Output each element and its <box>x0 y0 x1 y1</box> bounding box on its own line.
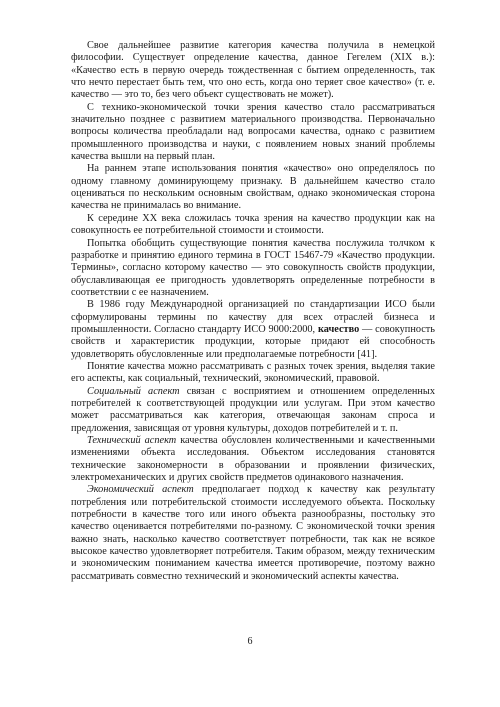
paragraph-aspects-overview: Понятие качества можно рассматривать с разных точек зрения, выделяя такие его аспекты, как социальный, технический, экономический, правовой. <box>71 360 435 385</box>
economic-aspect-text: предполагает подход к качеству как результату потребления или потребительской стоимости исследуемого объекта. Поскольку потребности в качестве того или иного объекта разнообразны, постольку это качество оценивается потребителями по-разному. С экономической точки зрения важно знать, насколько качество соответствует потребности, так как не всякое высокое качество удовлетворяет потребителя. Таким образом, между техническим и экономическим пониманием качества имеется противоречие, поэтому важно рассматривать совместно технический и экономический аспекты качества. <box>71 484 435 582</box>
economic-aspect-term: Экономический аспект <box>87 484 194 496</box>
term-quality-bold: качество <box>317 323 360 335</box>
paragraph-early-stage: На раннем этапе использования понятия «качество» оно определялось по одному главному доминирующему признаку. В дальнейшем качество стало оцениваться по нескольким основным свойствам, однако экономическая сторона качества не принималась во внимание. <box>71 163 435 212</box>
paragraph-gost-definition: Попытка обобщить существующие понятия качества послужила толчком к разработке и принятию единого термина в ГОСТ 15467-79 «Качество продукции. Термины», согласно которому качество — это совокупность свойств продукции, обуславливающая ее пригодность удовлетворять определенные потребности в соответствии с ее назначением. <box>71 237 435 298</box>
social-aspect-term: Социальный аспект <box>87 385 180 397</box>
technical-aspect-text: качества обусловлен количественными и качественными изменениями объекта исследования. Объектом исследования становятся технические закономерности в образовании и проявлении физических, электромеханических и других свойств предметов одинакового назначения. <box>71 435 435 484</box>
iso-definition-rest: — совокупность свойств и характеристик продукции, которые придают ей способность удовлетворять обусловленные или предполагаемые потребности [41]. <box>71 323 435 360</box>
paragraph-technical-aspect <box>71 435 435 484</box>
paragraph-technical-economic-view: С технико-экономической точки зрения качество стало рассматриваться значительно позднее с развитием материального производства. Первоначально вопросы количества преобладали над вопросами качества, однако с развитием промышленного производства и науки, с появлением новых знаний проблемы качества вышли на первый план. <box>71 101 435 163</box>
paragraph-hegel-definition: Свое дальнейшее развитие категория качества получила в немецкой философии. Существует определение качества, данное Гегелем (XIX в.): «Качество есть в первую очередь тождественная с бытием определенность, так что нечто перестает быть тем, что оно есть, когда оно теряет свое качество» (т. е. качество — это то, без чего объект существовать не может). <box>71 40 435 101</box>
body-text <box>71 40 435 583</box>
paragraph-economic-aspect <box>71 484 435 583</box>
technical-aspect-term: Технический аспект <box>87 435 177 446</box>
page-number: 6 <box>247 636 253 647</box>
paragraph-mid-twentieth-century: К середине XX века сложилась точка зрения на качество продукции как на совокупность ее потребительной стоимости и стоимости. <box>71 212 435 237</box>
paragraph-iso-definition <box>71 299 435 361</box>
social-aspect-text: связан с восприятием и отношением определенных потребителей к соответствующей продукции или услугам. При этом качество может рассматриваться как категория, отвечающая законам спроса и предложения, зависящая от уровня культуры, доходов потребителей и т. п. <box>71 385 435 434</box>
iso-definition-lead: В 1986 году Международной организацией по стандартизации ИСО были сформулированы термины по качеству для всех отраслей бизнеса и промышленности. Согласно стандарту ИСО 9000:2000, <box>71 299 435 335</box>
paragraph-social-aspect <box>71 386 435 435</box>
